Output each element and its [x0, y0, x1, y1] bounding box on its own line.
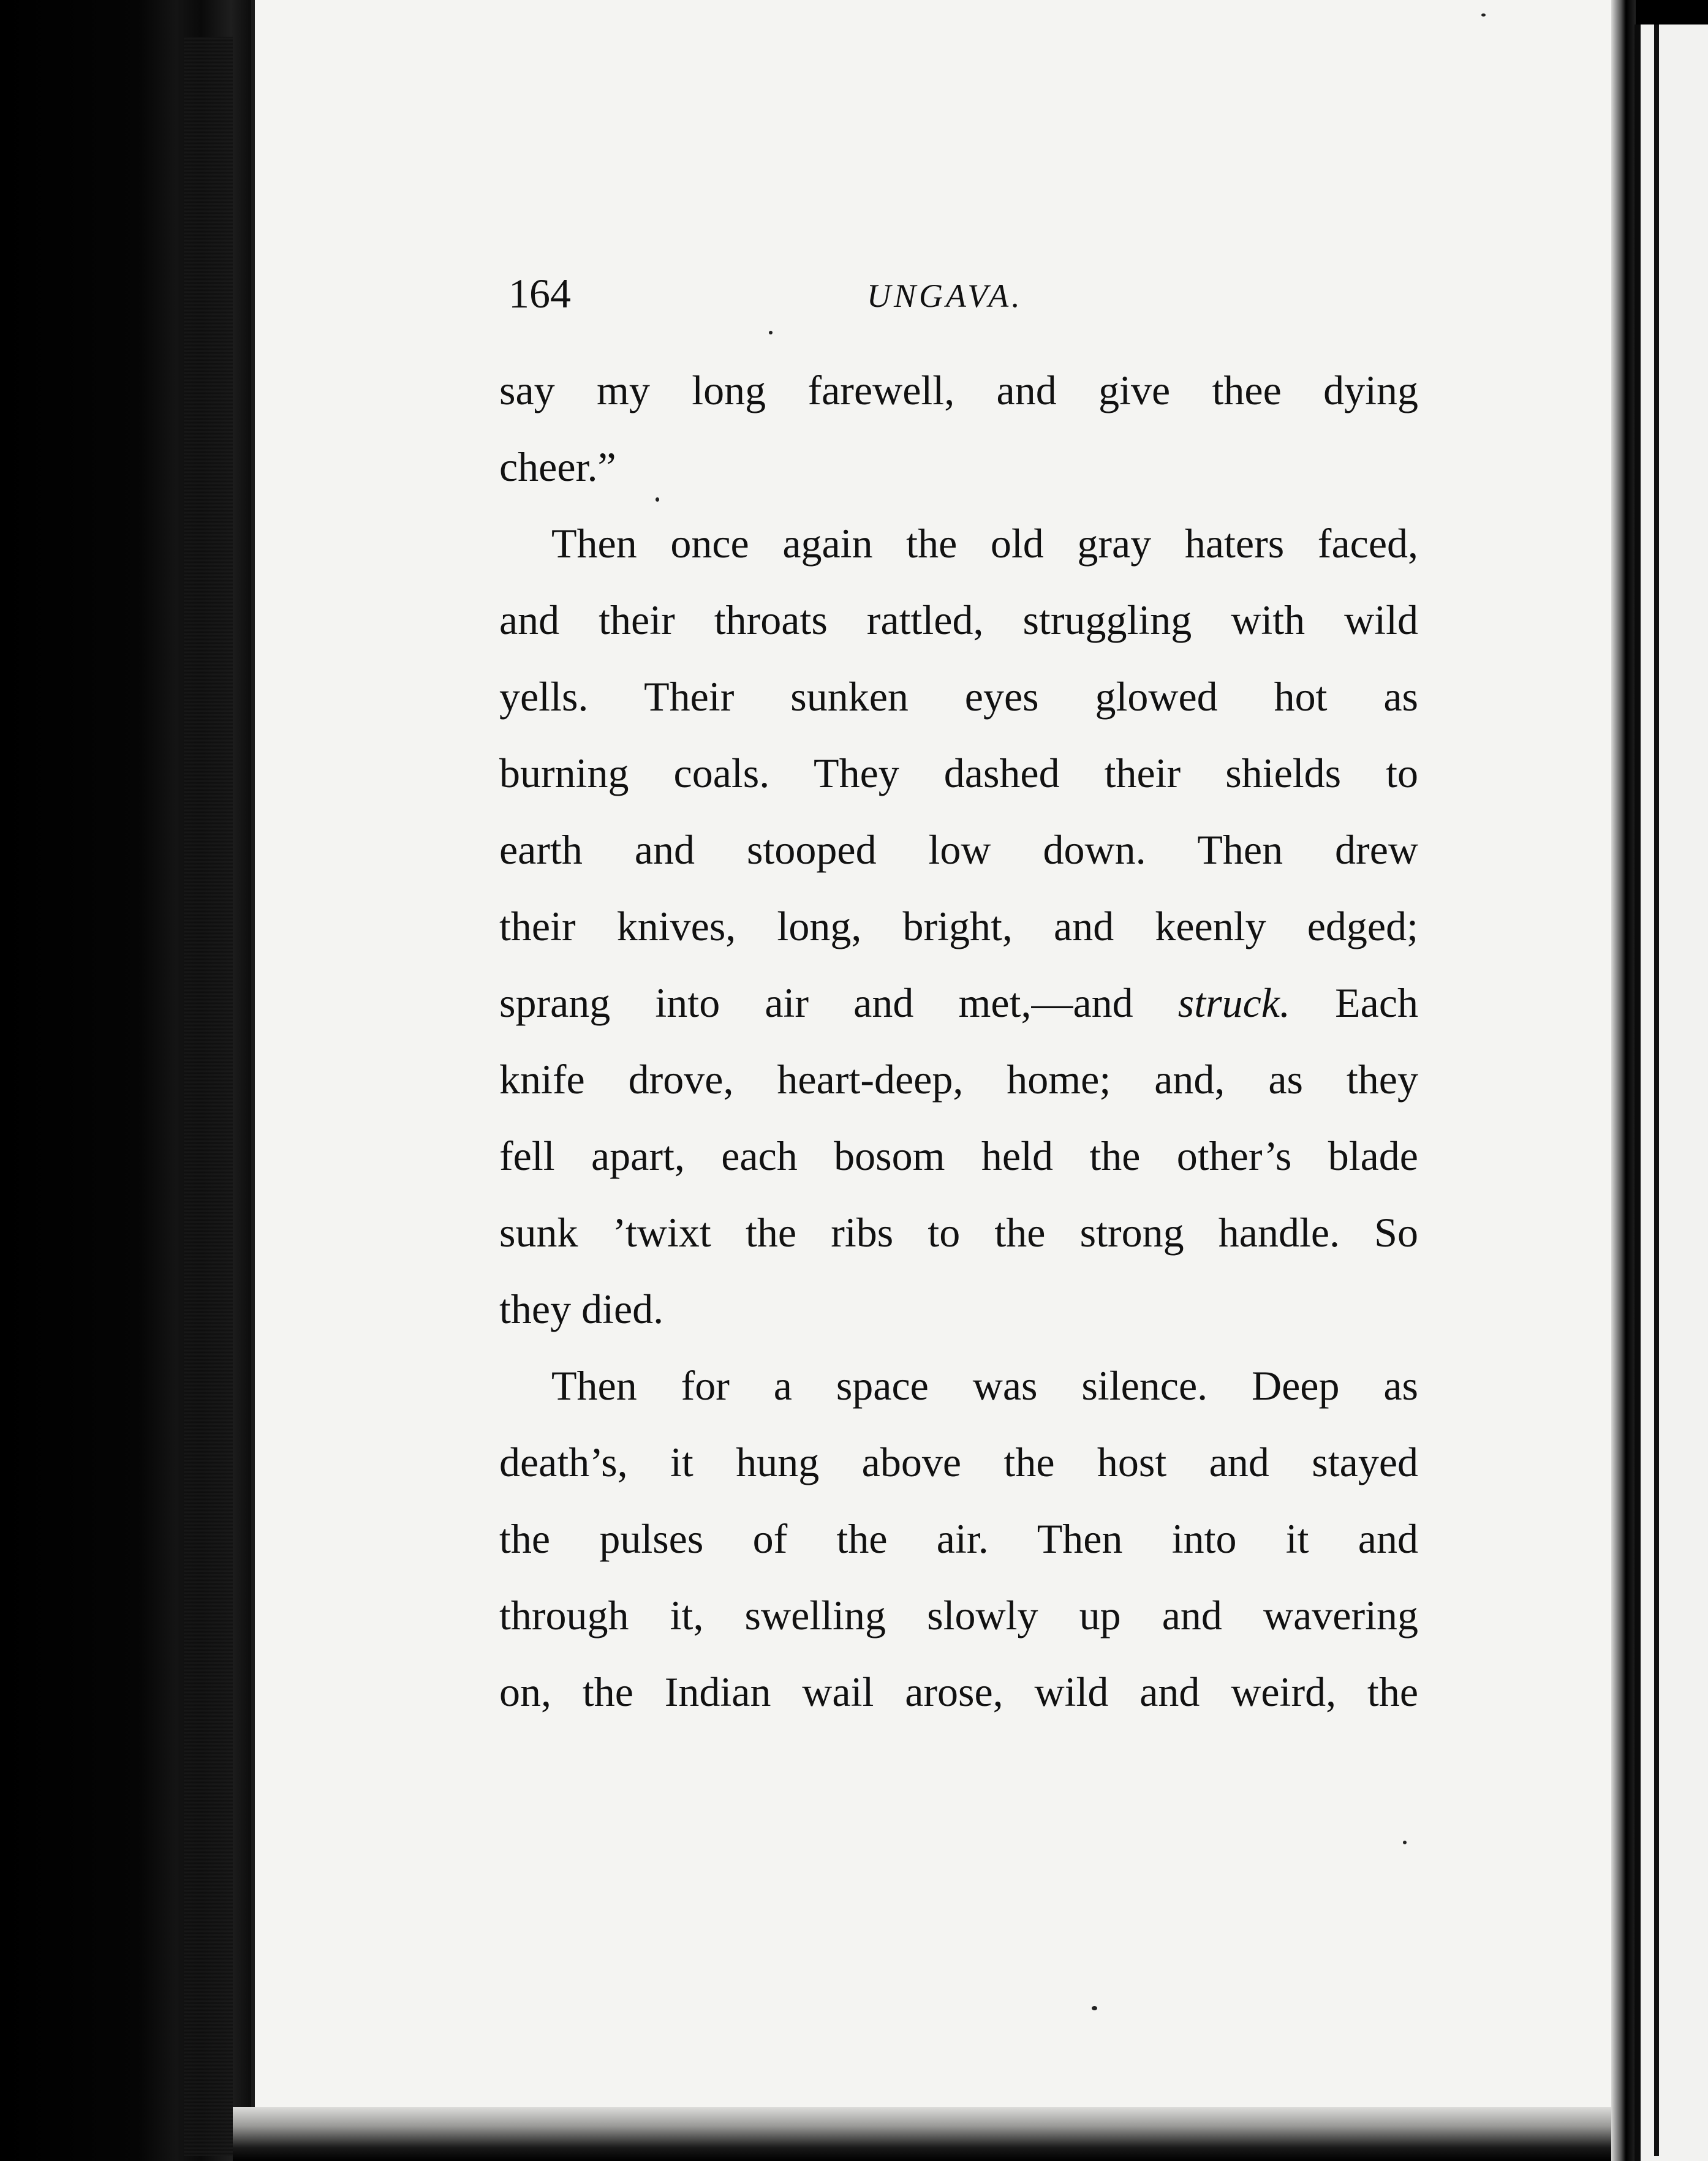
facing-page	[1634, 25, 1708, 2161]
text-line: burning coals. They dashed their shields to	[499, 750, 1418, 796]
text-segment: Each	[1290, 979, 1418, 1026]
text-line: sunk ’twixt the ribs to the strong handle. So	[499, 1209, 1418, 1256]
text-line: through it, swelling slowly up and wavering	[499, 1592, 1418, 1639]
body-text	[499, 352, 1418, 1730]
text-line: and their throats rattled, struggling with wild	[499, 597, 1418, 643]
facing-page-rule	[1654, 25, 1659, 2156]
text-line: their knives, long, bright, and keenly edged;	[499, 903, 1418, 949]
text-segment: sprang into air and met,—and	[499, 979, 1178, 1026]
text-line-with-emphasis	[499, 965, 1418, 1041]
text-line: fell apart, each bosom held the other’s blade	[499, 1133, 1418, 1179]
running-title: UNGAVA.	[867, 277, 1023, 314]
text-line: they died.	[499, 1286, 664, 1332]
text-line: cheer.”	[499, 443, 616, 490]
dust-speck	[769, 331, 773, 334]
page-edges	[184, 37, 233, 2156]
text-line: say my long farewell, and give thee dying	[499, 367, 1418, 413]
page-number: 164	[508, 270, 571, 317]
page-bottom-edge	[233, 2107, 1642, 2161]
text-line: earth and stooped low down. Then drew	[499, 826, 1418, 873]
page-header	[508, 270, 1427, 337]
text-line: the pulses of the air. Then into it and	[499, 1515, 1418, 1562]
text-line: Then for a space was silence. Deep as	[551, 1362, 1418, 1409]
emphasized-word: struck.	[1177, 979, 1290, 1026]
dust-speck	[656, 497, 659, 502]
dust-speck	[1403, 1841, 1407, 1844]
text-line: knife drove, heart-deep, home; and, as they	[499, 1056, 1418, 1103]
dust-speck	[1092, 2006, 1097, 2010]
gutter	[1611, 0, 1636, 2161]
text-line: death’s, it hung above the host and stayed	[499, 1439, 1418, 1485]
dust-speck	[1481, 13, 1486, 17]
text-line: on, the Indian wail arose, wild and weird, the	[499, 1669, 1418, 1715]
text-line: Then once again the old gray haters faced,	[551, 520, 1418, 567]
text-line: yells. Their sunken eyes glowed hot as	[499, 673, 1418, 720]
